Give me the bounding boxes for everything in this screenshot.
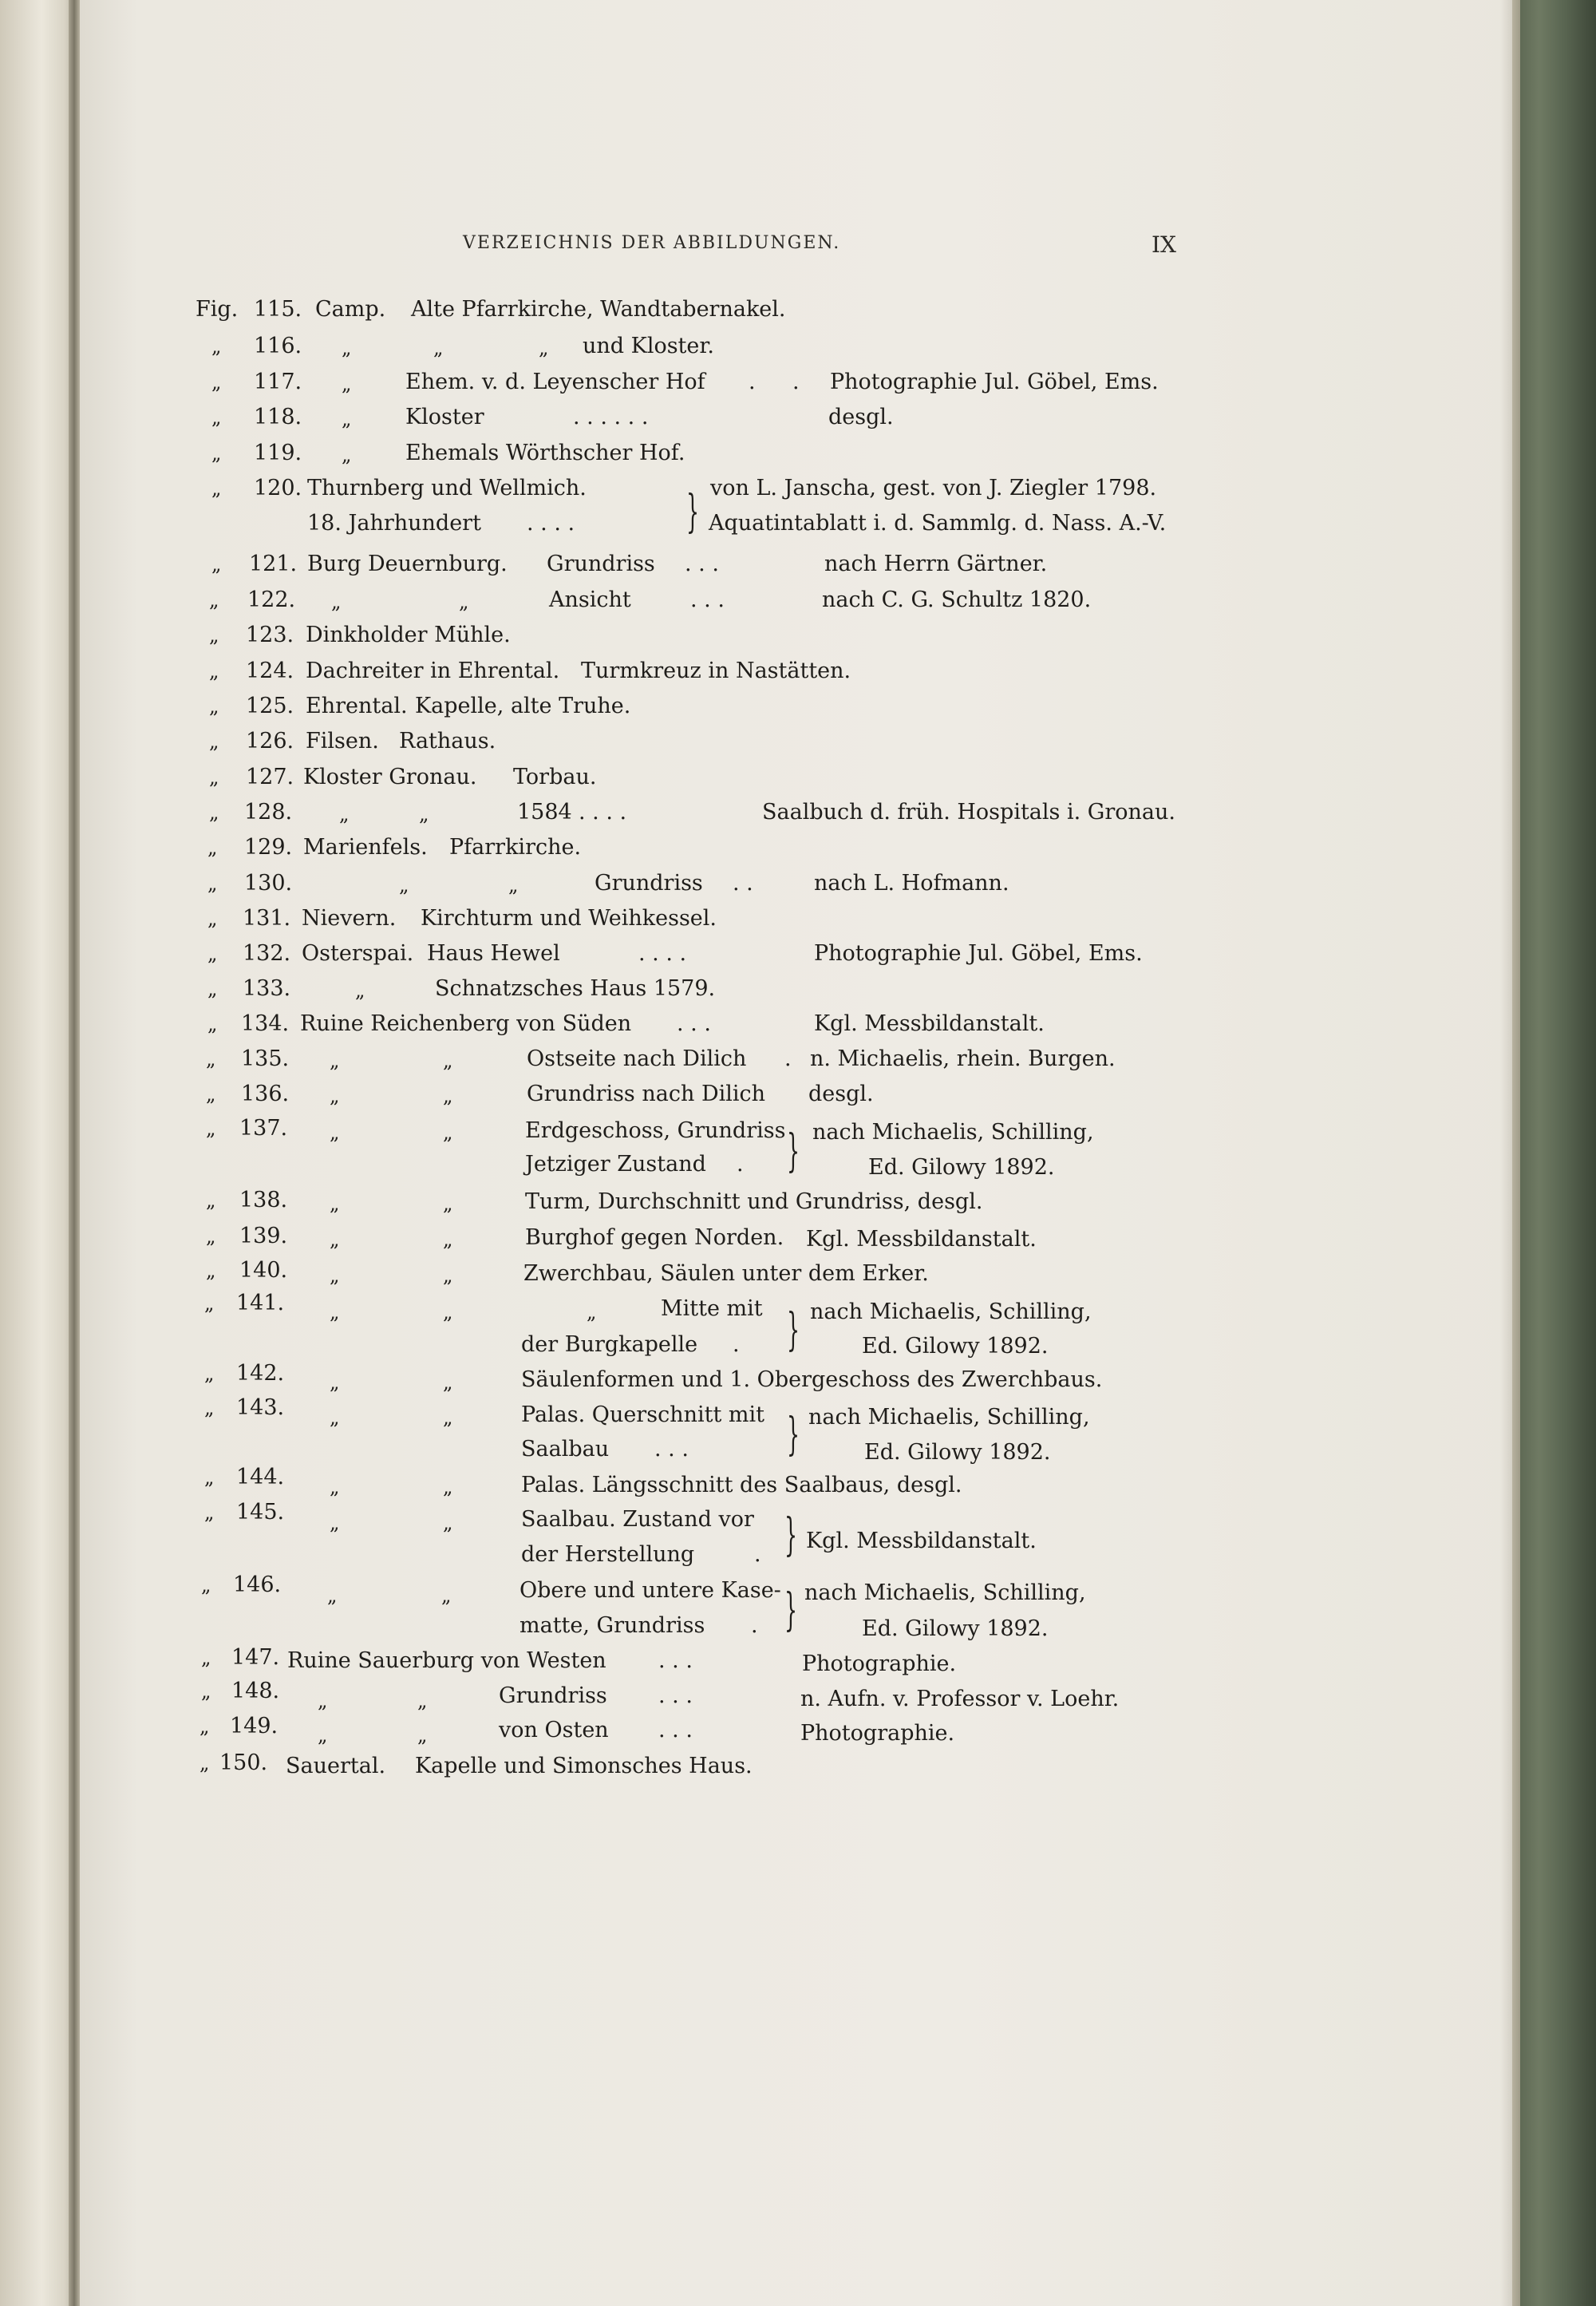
source: Photographie. bbox=[800, 1721, 955, 1746]
ditto-mark: „ bbox=[443, 1301, 453, 1323]
fig-number: 144. bbox=[236, 1465, 285, 1489]
description: und Kloster. bbox=[583, 334, 714, 358]
ditto-mark: „ bbox=[342, 408, 352, 430]
ditto-mark: „ bbox=[508, 874, 519, 896]
brace: } bbox=[784, 1509, 798, 1561]
ditto-mark: „ bbox=[443, 1406, 453, 1429]
ditto-mark: „ bbox=[211, 406, 222, 429]
ditto-mark: „ bbox=[342, 444, 352, 466]
leader-dots: . bbox=[749, 370, 756, 394]
ditto-mark: „ bbox=[204, 1397, 215, 1419]
ditto-mark: „ bbox=[201, 1680, 211, 1703]
leader-dots: . . . . bbox=[638, 941, 687, 966]
source: Kgl. Messbildanstalt. bbox=[814, 1011, 1045, 1036]
ditto-mark: „ bbox=[441, 1584, 452, 1607]
description: Obere und untere Kase- bbox=[519, 1578, 781, 1603]
description: Grundriss nach Dilich bbox=[527, 1082, 766, 1106]
ditto-mark: „ bbox=[206, 1260, 216, 1282]
ditto-mark: „ bbox=[342, 337, 352, 359]
leader-dots: . bbox=[754, 1542, 761, 1567]
fig-number: 143. bbox=[236, 1395, 285, 1420]
ditto-mark: „ bbox=[443, 1085, 453, 1107]
fig-number: 127. bbox=[246, 765, 294, 789]
fig-number: 134. bbox=[241, 1011, 290, 1036]
leader-dots: . . . bbox=[685, 552, 719, 576]
fig-number: 146. bbox=[233, 1572, 282, 1597]
ditto-mark: „ bbox=[539, 337, 549, 359]
fig-number: 142. bbox=[236, 1361, 285, 1386]
description: Pfarrkirche. bbox=[449, 835, 582, 860]
leader-dots: . . . bbox=[658, 1683, 693, 1708]
source: Photographie Jul. Göbel, Ems. bbox=[830, 370, 1159, 394]
fig-number: 135. bbox=[241, 1046, 290, 1071]
leader-dots: . bbox=[751, 1613, 758, 1638]
fig-number: 116. bbox=[254, 334, 302, 358]
description: Kapelle, alte Truhe. bbox=[415, 694, 631, 718]
description: Grundriss bbox=[547, 552, 655, 576]
source: nach Michaelis, Schilling, bbox=[804, 1580, 1086, 1605]
fig-number: 123. bbox=[246, 623, 294, 647]
ditto-mark: „ bbox=[330, 1301, 340, 1323]
ditto-mark: „ bbox=[200, 1715, 210, 1738]
description: Haus Hewel bbox=[427, 941, 560, 966]
previous-page-edge bbox=[0, 0, 76, 2306]
description: Ostseite nach Dilich bbox=[527, 1046, 747, 1071]
description: Palas. Längsschnitt des Saalbaus, desgl. bbox=[521, 1473, 962, 1497]
ditto-mark: „ bbox=[330, 1228, 340, 1251]
source: nach Herrn Gärtner. bbox=[824, 552, 1048, 576]
fig-number: 139. bbox=[239, 1224, 288, 1248]
fig-number: 140. bbox=[239, 1258, 288, 1283]
ditto-mark: „ bbox=[318, 1724, 328, 1746]
place: Filsen. bbox=[306, 729, 379, 754]
description: Jetziger Zustand bbox=[525, 1152, 706, 1177]
fig-number: 150. bbox=[219, 1750, 268, 1775]
ditto-mark: „ bbox=[330, 1085, 340, 1107]
description: Saalbau bbox=[521, 1437, 610, 1462]
fig-label: Fig. bbox=[196, 297, 239, 322]
ditto-mark: „ bbox=[419, 803, 429, 825]
description: Burghof gegen Norden. bbox=[525, 1225, 784, 1250]
description: von Osten bbox=[499, 1718, 609, 1742]
description: Ruine Sauerburg von Westen bbox=[287, 1648, 606, 1673]
fig-number: 136. bbox=[241, 1082, 290, 1106]
ditto-mark: „ bbox=[209, 801, 219, 824]
fig-number: 119. bbox=[254, 441, 302, 465]
description: Torbau. bbox=[513, 765, 597, 789]
description: Ruine Reichenberg von Süden bbox=[300, 1011, 632, 1036]
fig-number: 118. bbox=[254, 405, 302, 429]
ditto-mark: „ bbox=[207, 943, 218, 965]
description: Saalbau. Zustand vor bbox=[521, 1507, 754, 1532]
source: Ed. Gilowy 1892. bbox=[862, 1334, 1049, 1359]
fig-number: 128. bbox=[244, 800, 293, 825]
source: Ed. Gilowy 1892. bbox=[862, 1616, 1049, 1641]
description: der Burgkapelle bbox=[521, 1332, 698, 1357]
source: nach Michaelis, Schilling, bbox=[808, 1405, 1090, 1430]
fig-number: 133. bbox=[243, 976, 291, 1001]
description: Dinkholder Mühle. bbox=[306, 623, 511, 647]
ditto-mark: „ bbox=[330, 1121, 340, 1144]
description: Alte Pfarrkirche, Wandtabernakel. bbox=[411, 297, 786, 322]
description: Thurnberg und Wellmich. bbox=[307, 476, 587, 500]
source: Photographie Jul. Göbel, Ems. bbox=[814, 941, 1143, 966]
ditto-mark: „ bbox=[211, 335, 222, 358]
leader-dots: . . . . . . bbox=[573, 405, 649, 429]
description: Schnatzsches Haus 1579. bbox=[435, 976, 716, 1001]
ditto-mark: „ bbox=[587, 1301, 597, 1323]
fig-number: 149. bbox=[230, 1714, 279, 1738]
description: Palas. Querschnitt mit bbox=[521, 1402, 764, 1427]
ditto-mark: „ bbox=[330, 1264, 340, 1287]
ditto-mark: „ bbox=[206, 1189, 216, 1212]
ditto-mark: „ bbox=[200, 1752, 210, 1774]
source: nach C. G. Schultz 1820. bbox=[822, 587, 1092, 612]
description: 1584 bbox=[517, 800, 572, 825]
ditto-mark: „ bbox=[206, 1117, 216, 1140]
brace: } bbox=[787, 1409, 800, 1461]
ditto-mark: „ bbox=[443, 1264, 453, 1287]
place: Osterspai. bbox=[302, 941, 414, 966]
ditto-mark: „ bbox=[209, 624, 219, 647]
description: Ansicht bbox=[549, 587, 631, 612]
ditto-mark: „ bbox=[207, 978, 218, 1000]
ditto-mark: „ bbox=[330, 1512, 340, 1534]
ditto-mark: „ bbox=[211, 442, 222, 465]
source: Ed. Gilowy 1892. bbox=[868, 1155, 1055, 1180]
ditto-mark: „ bbox=[330, 1193, 340, 1215]
fig-number: 120. bbox=[254, 476, 302, 500]
running-header: VERZEICHNIS DER ABBILDUNGEN. bbox=[463, 233, 841, 253]
brace: } bbox=[787, 1304, 800, 1356]
description: Rathaus. bbox=[399, 729, 496, 754]
leader-dots: . . . bbox=[658, 1648, 693, 1673]
source: n. Michaelis, rhein. Burgen. bbox=[810, 1046, 1116, 1071]
book-gutter bbox=[69, 0, 80, 2306]
place: Marienfels. bbox=[303, 835, 428, 860]
ditto-mark: „ bbox=[209, 660, 219, 682]
source: nach Michaelis, Schilling, bbox=[812, 1120, 1094, 1145]
ditto-mark: „ bbox=[204, 1466, 215, 1489]
source: von L. Janscha, gest. von J. Ziegler 1798. bbox=[710, 476, 1157, 500]
leader-dots: . . . . bbox=[579, 800, 627, 825]
brace: } bbox=[787, 1125, 800, 1177]
ditto-mark: „ bbox=[443, 1121, 453, 1144]
ditto-mark: „ bbox=[331, 591, 342, 613]
ditto-mark: „ bbox=[355, 979, 365, 1002]
fig-number: 117. bbox=[254, 370, 302, 394]
ditto-mark: „ bbox=[209, 695, 219, 718]
ditto-mark: „ bbox=[417, 1690, 428, 1712]
ditto-mark: „ bbox=[443, 1476, 453, 1498]
ditto-mark: „ bbox=[211, 371, 222, 394]
ditto-mark: „ bbox=[207, 908, 218, 930]
ditto-mark: „ bbox=[201, 1574, 211, 1596]
ditto-mark: „ bbox=[443, 1050, 453, 1072]
ditto-mark: „ bbox=[443, 1371, 453, 1394]
leader-dots: . . . bbox=[654, 1437, 689, 1462]
ditto-mark: „ bbox=[207, 837, 218, 859]
ditto-mark: „ bbox=[330, 1476, 340, 1498]
fig-number: 129. bbox=[244, 835, 293, 860]
place: Sauertal. bbox=[286, 1754, 386, 1778]
place: Kloster Gronau. bbox=[303, 765, 477, 789]
ditto-mark: „ bbox=[201, 1647, 211, 1669]
ditto-mark: „ bbox=[327, 1584, 338, 1607]
leader-dots: . . . bbox=[677, 1011, 711, 1036]
description: Ehem. v. d. Leyenscher Hof bbox=[405, 370, 705, 394]
source: nach L. Hofmann. bbox=[814, 871, 1009, 896]
description: Mitte mit bbox=[661, 1296, 763, 1321]
leader-dots: . bbox=[784, 1046, 792, 1071]
fig-number: 121. bbox=[249, 552, 298, 576]
ditto-mark: „ bbox=[443, 1512, 453, 1534]
description: Grundriss bbox=[595, 871, 703, 896]
source: Aquatintablatt i. d. Sammlg. d. Nass. A.-V. bbox=[709, 511, 1167, 536]
description: Erdgeschoss, Grundriss bbox=[525, 1118, 786, 1143]
fig-number: 126. bbox=[246, 729, 294, 754]
source: nach Michaelis, Schilling, bbox=[810, 1299, 1092, 1324]
source: Ed. Gilowy 1892. bbox=[864, 1440, 1051, 1465]
fig-number: 141. bbox=[236, 1291, 285, 1315]
description: matte, Grundriss bbox=[519, 1613, 705, 1638]
leader-dots: . . . . bbox=[527, 511, 575, 536]
fig-number: 115. bbox=[254, 297, 302, 322]
place: Ehrental. bbox=[306, 694, 408, 718]
fig-number: 131. bbox=[243, 906, 291, 931]
ditto-mark: „ bbox=[206, 1083, 216, 1106]
description: Zwerchbau, Säulen unter dem Erker. bbox=[523, 1261, 929, 1286]
ditto-mark: „ bbox=[209, 766, 219, 789]
source: n. Aufn. v. Professor v. Loehr. bbox=[800, 1687, 1120, 1711]
ditto-mark: „ bbox=[204, 1501, 215, 1524]
ditto-mark: „ bbox=[206, 1048, 216, 1070]
ditto-mark: „ bbox=[209, 730, 219, 753]
description: Grundriss bbox=[499, 1683, 607, 1708]
ditto-mark: „ bbox=[443, 1193, 453, 1215]
description: Dachreiter in Ehrental. bbox=[306, 659, 560, 683]
fig-number: 137. bbox=[239, 1116, 288, 1141]
ditto-mark: „ bbox=[342, 373, 352, 395]
ditto-mark: „ bbox=[330, 1371, 340, 1394]
ditto-mark: „ bbox=[459, 591, 469, 613]
leader-dots: . bbox=[733, 1332, 740, 1357]
ditto-mark: „ bbox=[207, 872, 218, 895]
leader-dots: . bbox=[792, 370, 800, 394]
ditto-mark: „ bbox=[318, 1690, 328, 1712]
source: desgl. bbox=[808, 1082, 874, 1106]
description: 18. Jahrhundert bbox=[307, 511, 481, 536]
ditto-mark: „ bbox=[339, 803, 350, 825]
ditto-mark: „ bbox=[206, 1225, 216, 1248]
source: Kgl. Messbildanstalt. bbox=[806, 1227, 1037, 1252]
page-number: IX bbox=[1152, 231, 1176, 258]
fig-number: 138. bbox=[239, 1188, 288, 1212]
description: Burg Deuernburg. bbox=[307, 552, 508, 576]
fig-number: 122. bbox=[247, 587, 296, 612]
description: Turm, Durchschnitt und Grundriss, desgl. bbox=[525, 1189, 983, 1214]
brace: } bbox=[784, 1584, 798, 1636]
ditto-mark: „ bbox=[211, 477, 222, 500]
source: desgl. bbox=[828, 405, 894, 429]
ditto-mark: „ bbox=[399, 874, 409, 896]
ditto-mark: „ bbox=[433, 337, 444, 359]
ditto-mark: „ bbox=[417, 1724, 428, 1746]
leader-dots: . . . bbox=[658, 1718, 693, 1742]
place: Camp. bbox=[315, 297, 386, 322]
place: Nievern. bbox=[302, 906, 397, 931]
source: Photographie. bbox=[802, 1651, 957, 1676]
description: Turmkreuz in Nastätten. bbox=[581, 659, 851, 683]
leader-dots: . bbox=[737, 1152, 744, 1177]
ditto-mark: „ bbox=[211, 553, 222, 576]
description: Ehemals Wörthscher Hof. bbox=[405, 441, 685, 465]
description: der Herstellung bbox=[521, 1542, 695, 1567]
ditto-mark: „ bbox=[209, 589, 219, 611]
description: Kloster bbox=[405, 405, 484, 429]
ditto-mark: „ bbox=[443, 1228, 453, 1251]
ditto-mark: „ bbox=[330, 1406, 340, 1429]
leader-dots: . . bbox=[733, 871, 753, 896]
book-cover bbox=[1520, 0, 1596, 2306]
description: Säulenformen und 1. Obergeschoss des Zwerchbaus. bbox=[521, 1367, 1103, 1392]
fig-number: 125. bbox=[246, 694, 294, 718]
description: Kirchturm und Weihkessel. bbox=[421, 906, 717, 931]
ditto-mark: „ bbox=[204, 1363, 215, 1385]
ditto-mark: „ bbox=[207, 1013, 218, 1035]
brace: } bbox=[686, 486, 700, 538]
source: Kgl. Messbildanstalt. bbox=[806, 1529, 1037, 1553]
leader-dots: . . . bbox=[690, 587, 725, 612]
ditto-mark: „ bbox=[330, 1050, 340, 1072]
ditto-mark: „ bbox=[204, 1292, 215, 1315]
fig-number: 147. bbox=[231, 1645, 280, 1670]
description: Kapelle und Simonsches Haus. bbox=[415, 1754, 753, 1778]
fig-number: 124. bbox=[246, 659, 294, 683]
fig-number: 130. bbox=[244, 871, 293, 896]
fig-number: 145. bbox=[236, 1500, 285, 1525]
fig-number: 148. bbox=[231, 1679, 280, 1703]
source: Saalbuch d. früh. Hospitals i. Gronau. bbox=[762, 800, 1175, 825]
fig-number: 132. bbox=[243, 941, 291, 966]
